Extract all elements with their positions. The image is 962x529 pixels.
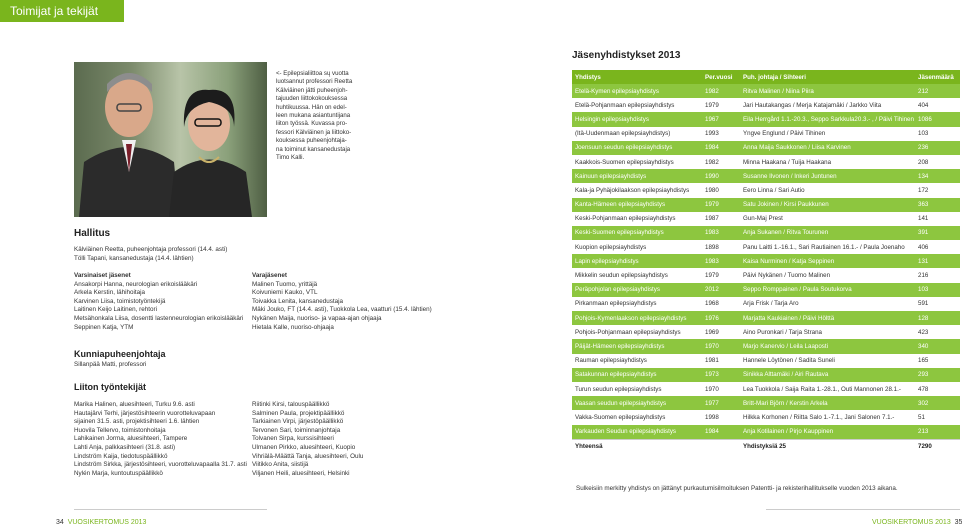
cell-chair-secretary: Panu Laitti 1.-16.1., Sari Rautiainen 16.1.- / Paula Joenaho [740, 240, 915, 254]
cell-year: 1970 [702, 339, 740, 353]
chairs-list [74, 246, 227, 263]
cell-year: 1984 [702, 425, 740, 440]
col-header-members: Jäsenmäärä [915, 70, 960, 84]
portrait-illustration [74, 62, 267, 217]
staff-item: Vihriälä-Määttä Tanja, aluesihteeri, Oulu [252, 452, 364, 460]
cell-members: 391 [915, 226, 960, 240]
cell-association: Pohjois-Pohjanmaan epilepsiayhdistys [572, 325, 702, 339]
report-label-left: VUOSIKERTOMUS 2013 [67, 519, 147, 526]
photo-caption [276, 70, 386, 162]
cell-chair-secretary: Päivi Nykänen / Tuomo Malinen [740, 268, 915, 282]
hallitus-heading: Hallitus [74, 228, 111, 239]
footer-right [872, 519, 962, 526]
member-item: Karvinen Liisa, toimistotyöntekijä [74, 297, 166, 305]
cell-members: 478 [915, 382, 960, 396]
cell-members: 293 [915, 368, 960, 382]
cell-association: Etelä-Pohjanmaan epilepsiayhdistys [572, 98, 702, 112]
cell-members: 1086 [915, 112, 960, 126]
cell-members: 236 [915, 141, 960, 155]
cell-members: 363 [915, 198, 960, 212]
caption-line: Kälviäinen jätti puheenjoh- [276, 86, 348, 94]
deputy-item: Malinen Tuomo, yrittäjä [252, 280, 318, 288]
kunniapuheenjohtaja-heading: Kunniapuheenjohtaja [74, 349, 166, 359]
caption-line: na toiminut kansanedustaja [276, 145, 351, 153]
staff-item: Nylén Marja, kuntoutuspäällikkö [74, 469, 163, 477]
table-row [572, 212, 960, 226]
cell-chair-secretary: Lea Tuokkola / Saija Raita 1.-28.1., Outi Mannonen 28.1.- [740, 382, 915, 396]
col-header-year: Per.vuosi [702, 70, 740, 84]
report-label-right: VUOSIKERTOMUS 2013 [872, 519, 951, 526]
staff-item: Viljanen Heili, aluesihteeri, Helsinki [252, 469, 350, 477]
cell-members: 591 [915, 297, 960, 311]
staff-item: Marika Halinen, aluesihteeri, Turku 9.6. asti [74, 401, 195, 408]
table-body [572, 84, 960, 454]
cell-members: 216 [915, 268, 960, 282]
cell-chair-secretary: Jari Hautakangas / Merja Katajamäki / Jarkko Viita [740, 98, 915, 112]
cell-chair-secretary: Arja Frisk / Tarja Aro [740, 297, 915, 311]
cell-association: Turun seudun epilepsiayhdistys [572, 382, 702, 396]
staff-item: Hautajärvi Terhi, järjestösihteerin vuorotteluvapaan [74, 409, 216, 417]
cell-year: 1968 [702, 297, 740, 311]
table-row [572, 368, 960, 382]
staff-item: Ulmanen Pirkko, aluesihteeri, Kuopio [252, 443, 356, 451]
cell-association: Päijät-Hämeen epilepsiayhdistys [572, 339, 702, 353]
member-item: Laitinen Keijo Laitinen, rehtori [74, 306, 157, 314]
table-row [572, 155, 960, 169]
caption-line: fessori Kälviäinen ja liittoko- [276, 128, 352, 136]
cell-year: 1979 [702, 98, 740, 112]
deputy-item: Nykänen Maija, nuoriso- ja vapaa-ajan ohjaaja [252, 314, 382, 322]
cell-association: (Itä-Uudenmaan epilepsiayhdistys) [572, 127, 702, 141]
cell-year: 1967 [702, 112, 740, 126]
staff-item: Salminen Paula, projektipäällikkö [252, 409, 345, 417]
caption-line: leen mukana asiantuntijana [276, 112, 351, 120]
table-row [572, 297, 960, 311]
table-row [572, 84, 960, 98]
table-row [572, 311, 960, 325]
staff-item: Lahti Anja, palkkasihteeri (31.8. asti) [74, 443, 176, 451]
table-row [572, 127, 960, 141]
caption-line: Timo Kalli. [276, 154, 305, 162]
cell-year: 1982 [702, 155, 740, 169]
table-title: Jäsenyhdistykset 2013 [572, 50, 681, 61]
staff-item: Lindström Sirkka, järjestösihteeri, vuorotteluvapaalla 31.7. asti [74, 461, 247, 469]
cell-members: 406 [915, 240, 960, 254]
cell-association: Keski-Pohjanmaan epilepsiayhdistys [572, 212, 702, 226]
table-row [572, 396, 960, 410]
section-header-bar [0, 0, 124, 22]
member-item: Ansakorpi Hanna, neurologian erikoislääkäri [74, 280, 198, 288]
table-row [572, 283, 960, 297]
table-row [572, 325, 960, 339]
cell-year: 1982 [702, 84, 740, 98]
cell-association: Rauman epilepsiayhdistys [572, 354, 702, 368]
cell-association: Lapin epilepsiayhdistys [572, 254, 702, 268]
deputy-item: Koivuniemi Kauko, VTL [252, 289, 318, 297]
table-total-row [572, 439, 960, 454]
cell-association: Helsingin epilepsiayhdistys [572, 112, 702, 126]
staff-item: Viitikko Anita, siistijä [252, 461, 309, 469]
total-cell-year [702, 439, 740, 454]
deputy-item: Toivakka Lenita, kansanedustaja [252, 297, 344, 305]
caption-line: tajuuden liittokokouksessa [276, 95, 348, 103]
table-note: Sulkeisiin merkitty yhdistys on jättänyt purkautumisilmoituksen Patentti- ja rekisterihallitukselle vuoden 2013 aikana. [576, 485, 898, 492]
table-row [572, 183, 960, 197]
staff-list-right [252, 401, 363, 478]
cell-year: 1970 [702, 382, 740, 396]
cell-association: Pirkanmaan epilepsiayhdistys [572, 297, 702, 311]
footer-rule-left [74, 509, 267, 510]
table-row [572, 254, 960, 268]
cell-year: 1969 [702, 325, 740, 339]
cell-association: Etelä-Kymen epilepsiayhdistys [572, 84, 702, 98]
cell-chair-secretary: Anja Sukanen / Ritva Tourunen [740, 226, 915, 240]
total-cell-chair-secretary: Yhdistyksiä 25 [740, 439, 915, 454]
cell-chair-secretary: Kaisa Nurminen / Katja Seppinen [740, 254, 915, 268]
table-row [572, 382, 960, 396]
member-item: Metsähonkala Liisa, dosentti lastenneurologian erikoislääkäri [74, 314, 244, 322]
section-title: Toimijat ja tekijät [10, 4, 99, 18]
cell-chair-secretary: Seppo Romppainen / Paula Soutukorva [740, 283, 915, 297]
cell-chair-secretary: Eila Herrgård 1.1.-20.3., Seppo Sarkkula20.3.- , / Päivi Tihinen [740, 112, 915, 126]
cell-chair-secretary: Anna Maija Saukkonen / Liisa Karvinen [740, 141, 915, 155]
cell-chair-secretary: Minna Haakana / Tuija Haakana [740, 155, 915, 169]
table-row [572, 354, 960, 368]
cell-association: Joensuun seudun epilepsiayhdistys [572, 141, 702, 155]
cell-members: 404 [915, 98, 960, 112]
cell-association: Keski-Suomen epilepsiayhdistys [572, 226, 702, 240]
caption-line: luotsannut professori Reetta [276, 78, 353, 86]
col-header-chair-secretary: Puh. johtaja / Sihteeri [740, 70, 915, 84]
cell-chair-secretary: Sinikka Alttamäki / Airi Rautava [740, 368, 915, 382]
cell-members: 131 [915, 254, 960, 268]
page-number-left: 34 [56, 519, 64, 526]
cell-year: 1973 [702, 368, 740, 382]
table-row [572, 198, 960, 212]
cell-members: 134 [915, 169, 960, 183]
staff-item: Huovila Tellervo, toimistonhoitaja [74, 426, 166, 434]
cell-chair-secretary: Eero Linna / Sari Autio [740, 183, 915, 197]
staff-heading: Liiton työntekijät [74, 382, 146, 392]
cell-members: 213 [915, 425, 960, 440]
table-header-row [572, 70, 960, 84]
total-cell-association: Yhteensä [572, 439, 702, 454]
table-row [572, 339, 960, 353]
kunniapuheenjohtaja-name [74, 361, 146, 370]
cell-association: Kuopion epilepsiayhdistys [572, 240, 702, 254]
cell-chair-secretary: Ritva Malinen / Niina Piira [740, 84, 915, 98]
cell-chair-secretary: Susanne Ilvonen / Inkeri Juntunen [740, 169, 915, 183]
cell-year: 1979 [702, 268, 740, 282]
cell-chair-secretary: Marjatta Kaukiainen / Päivi Hölttä [740, 311, 915, 325]
cell-members: 51 [915, 410, 960, 424]
cell-members: 165 [915, 354, 960, 368]
col-header-association: Yhdistys [572, 70, 702, 84]
caption-line: liiton työssä. Kuvassa pro- [276, 120, 348, 128]
cell-association: Kainuun epilepsiayhdistys [572, 169, 702, 183]
cell-members: 302 [915, 396, 960, 410]
table-row [572, 410, 960, 424]
cell-chair-secretary: Yngve Englund / Päivi Tihinen [740, 127, 915, 141]
members-heading: Varsinaiset jäsenet [74, 272, 131, 279]
cell-year: 1983 [702, 226, 740, 240]
table-row [572, 112, 960, 126]
portrait-photo [74, 62, 267, 217]
cell-year: 1980 [702, 183, 740, 197]
cell-members: 103 [915, 283, 960, 297]
cell-association: Pohjois-Kymenlaakson epilepsiayhdistys [572, 311, 702, 325]
cell-members: 128 [915, 311, 960, 325]
staff-item: Tolvanen Sirpa, kurssisihteeri [252, 435, 334, 443]
cell-members: 340 [915, 339, 960, 353]
cell-year: 1979 [702, 198, 740, 212]
cell-association: Varkauden Seudun epilepsiayhdistys [572, 425, 702, 440]
cell-year: 1987 [702, 212, 740, 226]
member-associations-table [572, 70, 960, 454]
footer-rule-right [766, 509, 960, 510]
cell-chair-secretary: Satu Jokinen / Kirsi Paukkunen [740, 198, 915, 212]
staff-item: Lahikainen Jorma, aluesihteeri, Tampere [74, 435, 188, 443]
caption-line: <- Epilepsialiittoa sų vuotta [276, 70, 349, 77]
cell-members: 208 [915, 155, 960, 169]
staff-item: Lindström Kaija, tiedotuspäällikkö [74, 452, 168, 460]
cell-members: 103 [915, 127, 960, 141]
cell-year: 1984 [702, 141, 740, 155]
table-row [572, 141, 960, 155]
cell-chair-secretary: Hannele Löytönen / Sadita Suneli [740, 354, 915, 368]
deputies-list [252, 272, 432, 332]
members-list [74, 272, 243, 332]
page-number-right: 35 [954, 519, 962, 526]
cell-association: Satakunnan epilepsiayhdistys [572, 368, 702, 382]
deputy-item: Hietala Kalle, nuoriso-ohjaaja [252, 323, 334, 331]
cell-chair-secretary: Hilkka Korhonen / Riitta Salo 1.-7.1., Jani Salonen 7.1.- [740, 410, 915, 424]
caption-line: huhtikuussa. Hän on edel- [276, 103, 347, 111]
cell-association: Vakka-Suomen epilepsiayhdistys [572, 410, 702, 424]
cell-chair-secretary: Marjo Kanervio / Leila Laaposti [740, 339, 915, 353]
table-row [572, 226, 960, 240]
cell-chair-secretary: Gun-Maj Prest [740, 212, 915, 226]
cell-association: Kanta-Hämeen epilepsiayhdistys [572, 198, 702, 212]
cell-year: 1998 [702, 410, 740, 424]
cell-year: 1977 [702, 396, 740, 410]
cell-members: 172 [915, 183, 960, 197]
table-row [572, 425, 960, 440]
cell-members: 212 [915, 84, 960, 98]
cell-year: 1898 [702, 240, 740, 254]
cell-association: Mikkelin seudun epilepsiayhdistys [572, 268, 702, 282]
chair-item: Kälviäinen Reetta, puheenjohtaja professori (14.4. asti) [74, 246, 228, 253]
total-cell-members: 7290 [915, 439, 960, 454]
staff-item: Tervonen Sari, toiminnanjohtaja [252, 426, 341, 434]
cell-year: 1976 [702, 311, 740, 325]
cell-year: 1981 [702, 354, 740, 368]
cell-year: 1983 [702, 254, 740, 268]
table-row [572, 98, 960, 112]
table-row [572, 240, 960, 254]
table-row [572, 169, 960, 183]
cell-year: 1990 [702, 169, 740, 183]
cell-association: Kaakkois-Suomen epilepsiayhdistys [572, 155, 702, 169]
staff-item: Riitinki Kirsi, talouspäällikkö [252, 401, 330, 408]
deputy-item: Mäki Jouko, FT (14.4. asti), Tuokkola Lea, vaatturi (15.4. lähtien) [252, 306, 432, 314]
cell-year: 1993 [702, 127, 740, 141]
staff-list-left [74, 401, 247, 478]
member-item: Seppinen Katja, YTM [74, 323, 134, 331]
deputies-heading: Varajäsenet [252, 272, 288, 279]
member-item: Arkela Kerstin, lähihoitaja [74, 289, 146, 297]
staff-item: sijainen 31.5. asti, projektisihteeri 1.6. lähtien [74, 418, 200, 426]
cell-chair-secretary: Aino Puronkari / Tarja Strana [740, 325, 915, 339]
staff-item: Tarkiainen Virpi, järjestöpäällikkö [252, 418, 344, 426]
footer-left [56, 519, 146, 526]
cell-members: 141 [915, 212, 960, 226]
cell-chair-secretary: Britt-Mari Björn / Kerstin Arkela [740, 396, 915, 410]
chair-item: Tölli Tapani, kansanedustaja (14.4. lähtien) [74, 254, 194, 262]
caption-line: kouksessa puheenjohtaja- [276, 137, 347, 145]
cell-association: Peräpohjolan epilepsiayhdistys [572, 283, 702, 297]
table-row [572, 268, 960, 282]
cell-year: 2012 [702, 283, 740, 297]
cell-association: Kala-ja Pyhäjokilaakson epilepsiayhdistys [572, 183, 702, 197]
cell-chair-secretary: Anja Kotilainen / Pirjo Kauppinen [740, 425, 915, 440]
cell-association: Vaasan seudun epilepsiayhdistys [572, 396, 702, 410]
cell-members: 423 [915, 325, 960, 339]
honorary-chair: Sillanpää Matti, professori [74, 361, 147, 368]
